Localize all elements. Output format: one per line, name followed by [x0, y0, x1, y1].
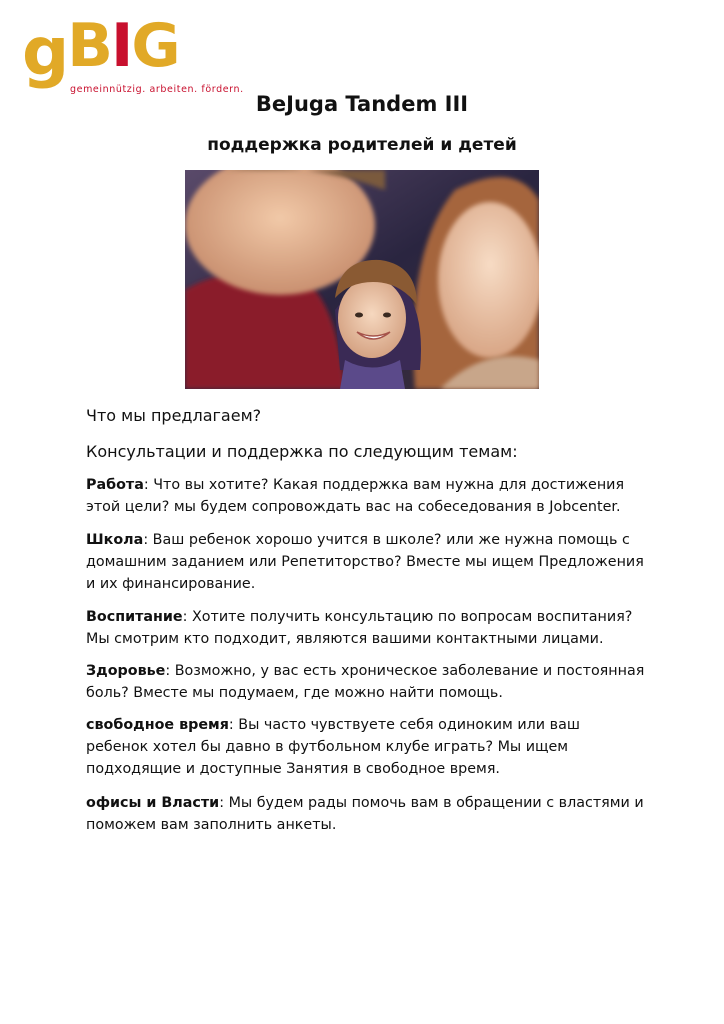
section-text: : Ваш ребенок хорошо учится в школе? или же нужна помощь с домашним заданием или Репетиторство? Вместе мы ищем Предложения и их финансирование. — [86, 532, 644, 592]
page-subtitle: поддержка родителей и детей — [207, 135, 517, 155]
section-term: свободное время — [86, 717, 229, 733]
logo-letter-g: g — [22, 13, 68, 90]
logo-wordmark — [22, 11, 179, 90]
logo-tagline: gemeinnützig. arbeiten. fördern. — [70, 84, 244, 95]
section-text: : Что вы хотите? Какая поддержка вам нужна для достижения этой цели? мы будем сопровождать вас на собеседования в Jobcenter. — [86, 477, 625, 515]
family-photo — [185, 170, 539, 389]
logo-letter-b: B — [67, 11, 111, 81]
topics-heading: Консультации и поддержка по следующим темам: — [86, 442, 518, 461]
section-health — [86, 660, 646, 704]
logo-letter-g2: G — [131, 11, 179, 81]
section-text: : Возможно, у вас есть хроническое заболевание и постоянная боль? Вместе мы подумаем, где можно найти помощь. — [86, 663, 645, 701]
section-text: : Хотите получить консультацию по вопросам воспитания? Мы смотрим кто подходит, являются вашими контактными лицами. — [86, 609, 633, 647]
section-offices — [86, 792, 646, 836]
page-title: BeJuga Tandem III — [255, 92, 469, 116]
section-term: Воспитание — [86, 609, 183, 625]
section-term: Здоровье — [86, 663, 166, 679]
section-term: Школа — [86, 532, 144, 548]
section-work — [86, 474, 646, 518]
section-text: : Вы часто чувствуете себя одиноким или ваш ребенок хотел бы давно в футбольном клубе играть? Мы ищем подходящие и доступные Занятия в свободное время. — [86, 717, 580, 777]
section-upbringing — [86, 606, 646, 650]
logo-letter-i: I — [110, 11, 132, 81]
family-photo-image — [185, 170, 539, 389]
section-free-time — [86, 714, 646, 780]
gbig-logo — [22, 11, 244, 95]
section-term: офисы и Власти — [86, 795, 220, 811]
section-text: : Мы будем рады помочь вам в обращении с властями и поможем вам заполнить анкеты. — [86, 795, 644, 833]
offer-heading: Что мы предлагаем? — [86, 406, 262, 425]
section-school — [86, 529, 646, 595]
section-term: Работа — [86, 477, 144, 493]
